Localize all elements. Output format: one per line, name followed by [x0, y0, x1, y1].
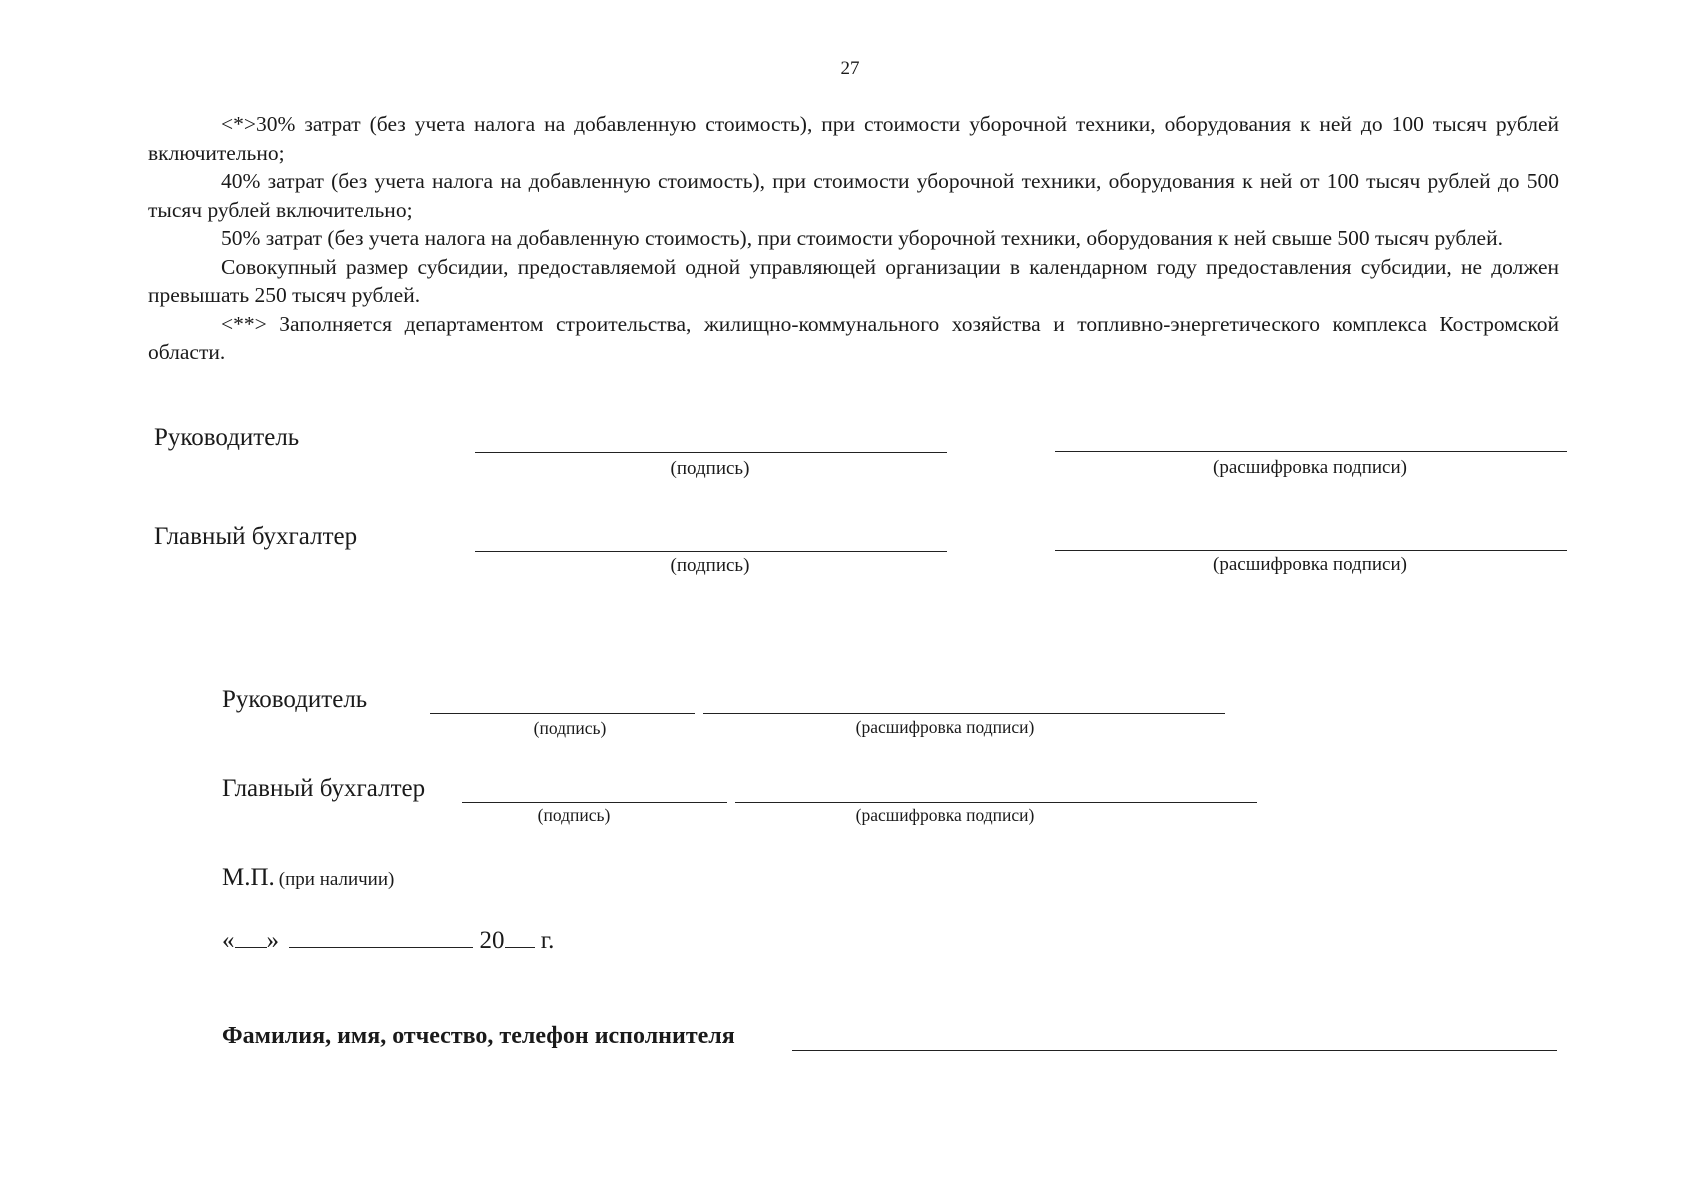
block2-accountant-decoding-caption: (расшифровка подписи): [855, 805, 1035, 825]
block1-head-decoding-caption: (расшифровка подписи): [1213, 457, 1407, 478]
block1-accountant-decoding-line[interactable]: [1055, 550, 1567, 551]
block1-head-signature-line[interactable]: [475, 452, 947, 453]
date-year-suffix: г.: [540, 927, 555, 954]
note-30-percent: <*>30% затрат (без учета налога на добавленную стоимость), при стоимости уборочной техники, оборудования к ней до 100 тысяч рублей включительно;: [148, 112, 1559, 165]
block1-accountant-signature-caption: (подпись): [670, 555, 750, 576]
footnotes: [148, 110, 1559, 367]
date-year-prefix: 20: [479, 927, 505, 954]
block2-head-decoding-line[interactable]: [703, 713, 1225, 714]
stamp-note: (при наличии): [278, 869, 395, 890]
date-month-blank[interactable]: [289, 946, 473, 948]
page-number: 27: [840, 58, 860, 79]
block1-head-label: Руководитель: [154, 424, 300, 451]
date-day-blank[interactable]: [235, 946, 267, 948]
block1-head-signature-caption: (подпись): [670, 458, 750, 479]
note-40-percent: 40% затрат (без учета налога на добавленную стоимость), при стоимости уборочной техники, оборудования к ней от 100 тысяч рублей до 500 тысяч рублей включительно;: [148, 169, 1559, 222]
date-year-blank[interactable]: [505, 946, 535, 948]
block2-head-signature-caption: (подпись): [533, 718, 607, 738]
block2-head-signature-line[interactable]: [430, 713, 695, 714]
executor-label: Фамилия, имя, отчество, телефон исполнителя: [222, 1023, 735, 1049]
stamp-label: М.П.: [222, 864, 275, 891]
block2-accountant-decoding-line[interactable]: [735, 802, 1257, 803]
date-line: [222, 927, 554, 955]
block1-accountant-signature-line[interactable]: [475, 551, 947, 552]
date-open-quote: «: [222, 927, 235, 954]
note-total-subsidy: Совокупный размер субсидии, предоставляемой одной управляющей организации в календарном году предоставления субсидии, не должен превышать 250 тысяч рублей.: [148, 254, 1559, 307]
date-close-quote: »: [266, 927, 279, 954]
block2-head-label: Руководитель: [222, 686, 368, 713]
note-50-percent: 50% затрат (без учета налога на добавленную стоимость), при стоимости уборочной техники, оборудования к ней свыше 500 тысяч рублей.: [221, 226, 1503, 250]
block2-head-decoding-caption: (расшифровка подписи): [855, 717, 1035, 737]
block1-accountant-decoding-caption: (расшифровка подписи): [1213, 554, 1407, 575]
block2-accountant-signature-caption: (подпись): [537, 805, 611, 825]
note-department: <**> Заполняется департаментом строительства, жилищно-коммунального хозяйства и топливно-энергетического комплекса Костромской области.: [148, 311, 1559, 364]
block1-head-decoding-line[interactable]: [1055, 451, 1567, 452]
block1-accountant-label: Главный бухгалтер: [154, 523, 358, 550]
stamp-place: [222, 864, 394, 892]
block2-accountant-signature-line[interactable]: [462, 802, 727, 803]
block2-accountant-label: Главный бухгалтер: [222, 775, 426, 802]
executor-line[interactable]: [792, 1050, 1557, 1051]
